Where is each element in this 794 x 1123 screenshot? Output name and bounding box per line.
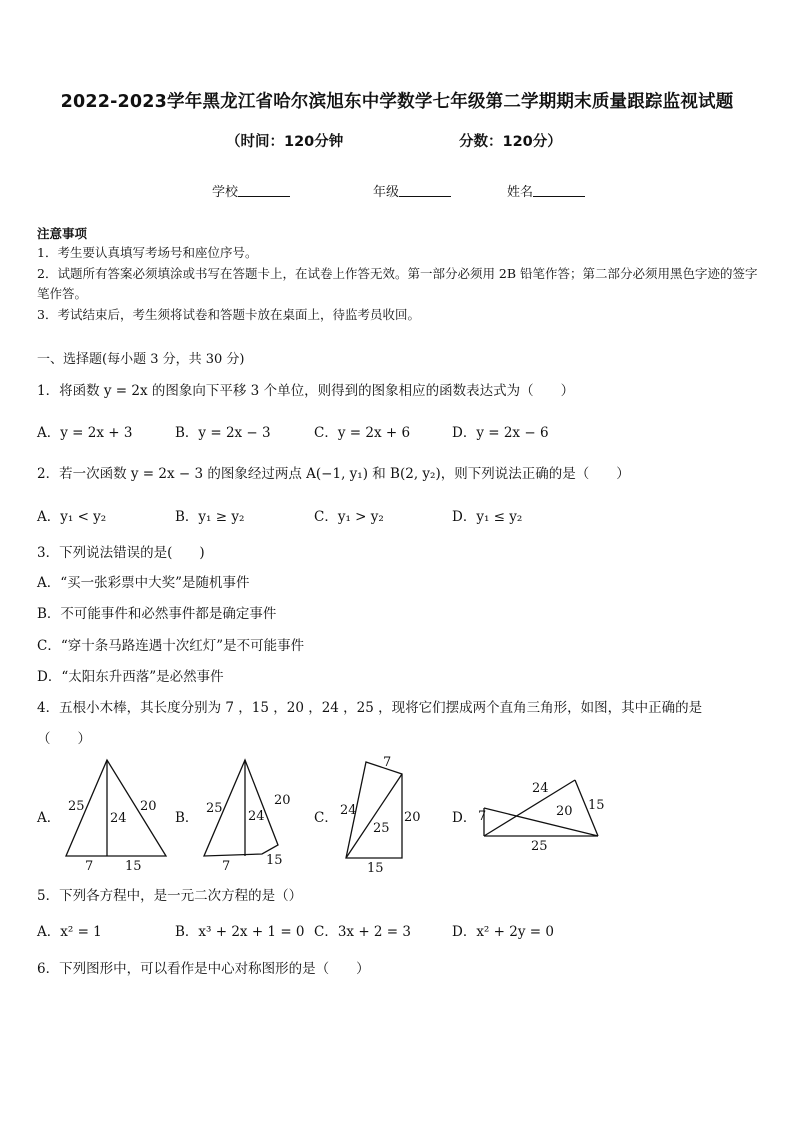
name-field[interactable] (507, 181, 585, 200)
fig-a-label-15: 15 (125, 859, 142, 874)
note-item: 3．考试结束后，考生须将试卷和答题卡放在桌面上，待监考员收回。 (37, 307, 420, 322)
fig-d-label-25: 25 (531, 839, 548, 854)
page-title: 2022-2023学年黑龙江省哈尔滨旭东中学数学七年级第二学期期末质量跟踪监视试题 (60, 92, 734, 112)
school-blank[interactable] (238, 184, 290, 197)
q4-option-a[interactable]: A． (37, 810, 61, 826)
exam-score: 分数：120分） (459, 134, 562, 150)
fig-c-label-20: 20 (404, 810, 421, 825)
question-4-blank: （ ） (37, 731, 91, 747)
question-3-stem: 3．下列说法错误的是( ) (37, 545, 205, 561)
fig-a-label-7: 7 (85, 859, 94, 874)
fig-c-label-25: 25 (373, 821, 390, 836)
notes-heading: 注意事项 (37, 226, 88, 241)
fig-a-label-25: 25 (68, 799, 85, 814)
q5-option-c[interactable]: C．3x + 2 = 3 (314, 924, 411, 940)
school-label: 学校 (212, 185, 239, 200)
figure-b-triangle (198, 752, 308, 877)
q5-option-b[interactable]: B．x³ + 2x + 1 = 0 (175, 924, 305, 940)
fig-c-label-7: 7 (383, 755, 392, 770)
grade-field[interactable] (373, 181, 451, 200)
figure-a-triangle (60, 752, 170, 877)
fig-c-label-24: 24 (340, 803, 357, 818)
fig-c-label-15: 15 (367, 861, 384, 876)
fig-a-label-24: 24 (110, 811, 127, 826)
question-6-stem: 6．下列图形中，可以看作是中心对称图形的是（ ） (37, 961, 370, 977)
q2-option-a[interactable]: A．y₁ < y₂ (37, 509, 107, 525)
grade-label: 年级 (373, 185, 400, 200)
note-item: 1．考生要认真填写考场号和座位序号。 (37, 245, 258, 260)
name-blank[interactable] (533, 184, 585, 197)
note-item: 2．试题所有答案必须填涂或书写在答题卡上，在试卷上作答无效。第一部分必须用 2B 铅笔作答；第二部分必须用黑色字迹的签字笔作答。 (37, 266, 758, 301)
q3-option-a[interactable]: A．“买一张彩票中大奖”是随机事件 (37, 575, 250, 591)
q1-option-c[interactable]: C．y = 2x + 6 (314, 425, 411, 441)
q5-option-d[interactable]: D．x² + 2y = 0 (452, 924, 554, 940)
name-label: 姓名 (507, 185, 534, 200)
fig-a-label-20: 20 (140, 799, 157, 814)
fig-d-label-20: 20 (556, 804, 573, 819)
fig-d-label-7: 7 (478, 809, 487, 824)
q2-option-d[interactable]: D．y₁ ≤ y₂ (452, 509, 523, 525)
q1-option-a[interactable]: A．y = 2x + 3 (37, 425, 133, 441)
fig-b-label-15: 15 (266, 853, 283, 868)
q1-option-d[interactable]: D．y = 2x − 6 (452, 425, 549, 441)
q4-option-d[interactable]: D． (452, 810, 477, 826)
q4-option-c[interactable]: C． (314, 810, 338, 826)
q3-option-b[interactable]: B．不可能事件和必然事件都是确定事件 (37, 606, 277, 622)
question-4-stem: 4．五根小木棒，其长度分别为 7 ，15 ，20 ，24 ，25 ，现将它们摆成两个直角三角形，如图，其中正确的是 (37, 700, 703, 716)
grade-blank[interactable] (399, 184, 451, 197)
q4-option-b[interactable]: B． (175, 810, 199, 826)
q1-option-b[interactable]: B．y = 2x − 3 (175, 425, 271, 441)
fig-b-label-7: 7 (222, 859, 231, 874)
q3-option-d[interactable]: D．“太阳东升西落”是必然事件 (37, 669, 224, 685)
q5-option-a[interactable]: A．x² = 1 (37, 924, 102, 940)
figure-c-triangle (334, 752, 434, 877)
question-5-stem: 5．下列各方程中，是一元二次方程的是（） (37, 888, 303, 904)
figure-d-triangles (474, 752, 614, 877)
fig-b-label-24: 24 (248, 809, 265, 824)
fig-b-label-20: 20 (274, 793, 291, 808)
school-field[interactable] (212, 181, 290, 200)
exam-time: （时间：120分钟 (226, 134, 344, 150)
fig-d-label-15: 15 (588, 798, 605, 813)
fig-b-label-25: 25 (206, 801, 223, 816)
q3-option-c[interactable]: C．“穿十条马路连遇十次红灯”是不可能事件 (37, 638, 305, 654)
section-heading: 一、选择题(每小题 3 分，共 30 分) (37, 352, 245, 367)
q2-option-c[interactable]: C．y₁ > y₂ (314, 509, 384, 525)
q2-option-b[interactable]: B．y₁ ≥ y₂ (175, 509, 245, 525)
question-2-stem: 2．若一次函数 y = 2x − 3 的图象经过两点 A(−1, y₁) 和 B(2, y₂)，则下列说法正确的是（ ） (37, 466, 630, 482)
question-1-stem: 1．将函数 y = 2x 的图象向下平移 3 个单位，则得到的图象相应的函数表达式为（ ） (37, 383, 575, 399)
fig-d-label-24: 24 (532, 781, 549, 796)
